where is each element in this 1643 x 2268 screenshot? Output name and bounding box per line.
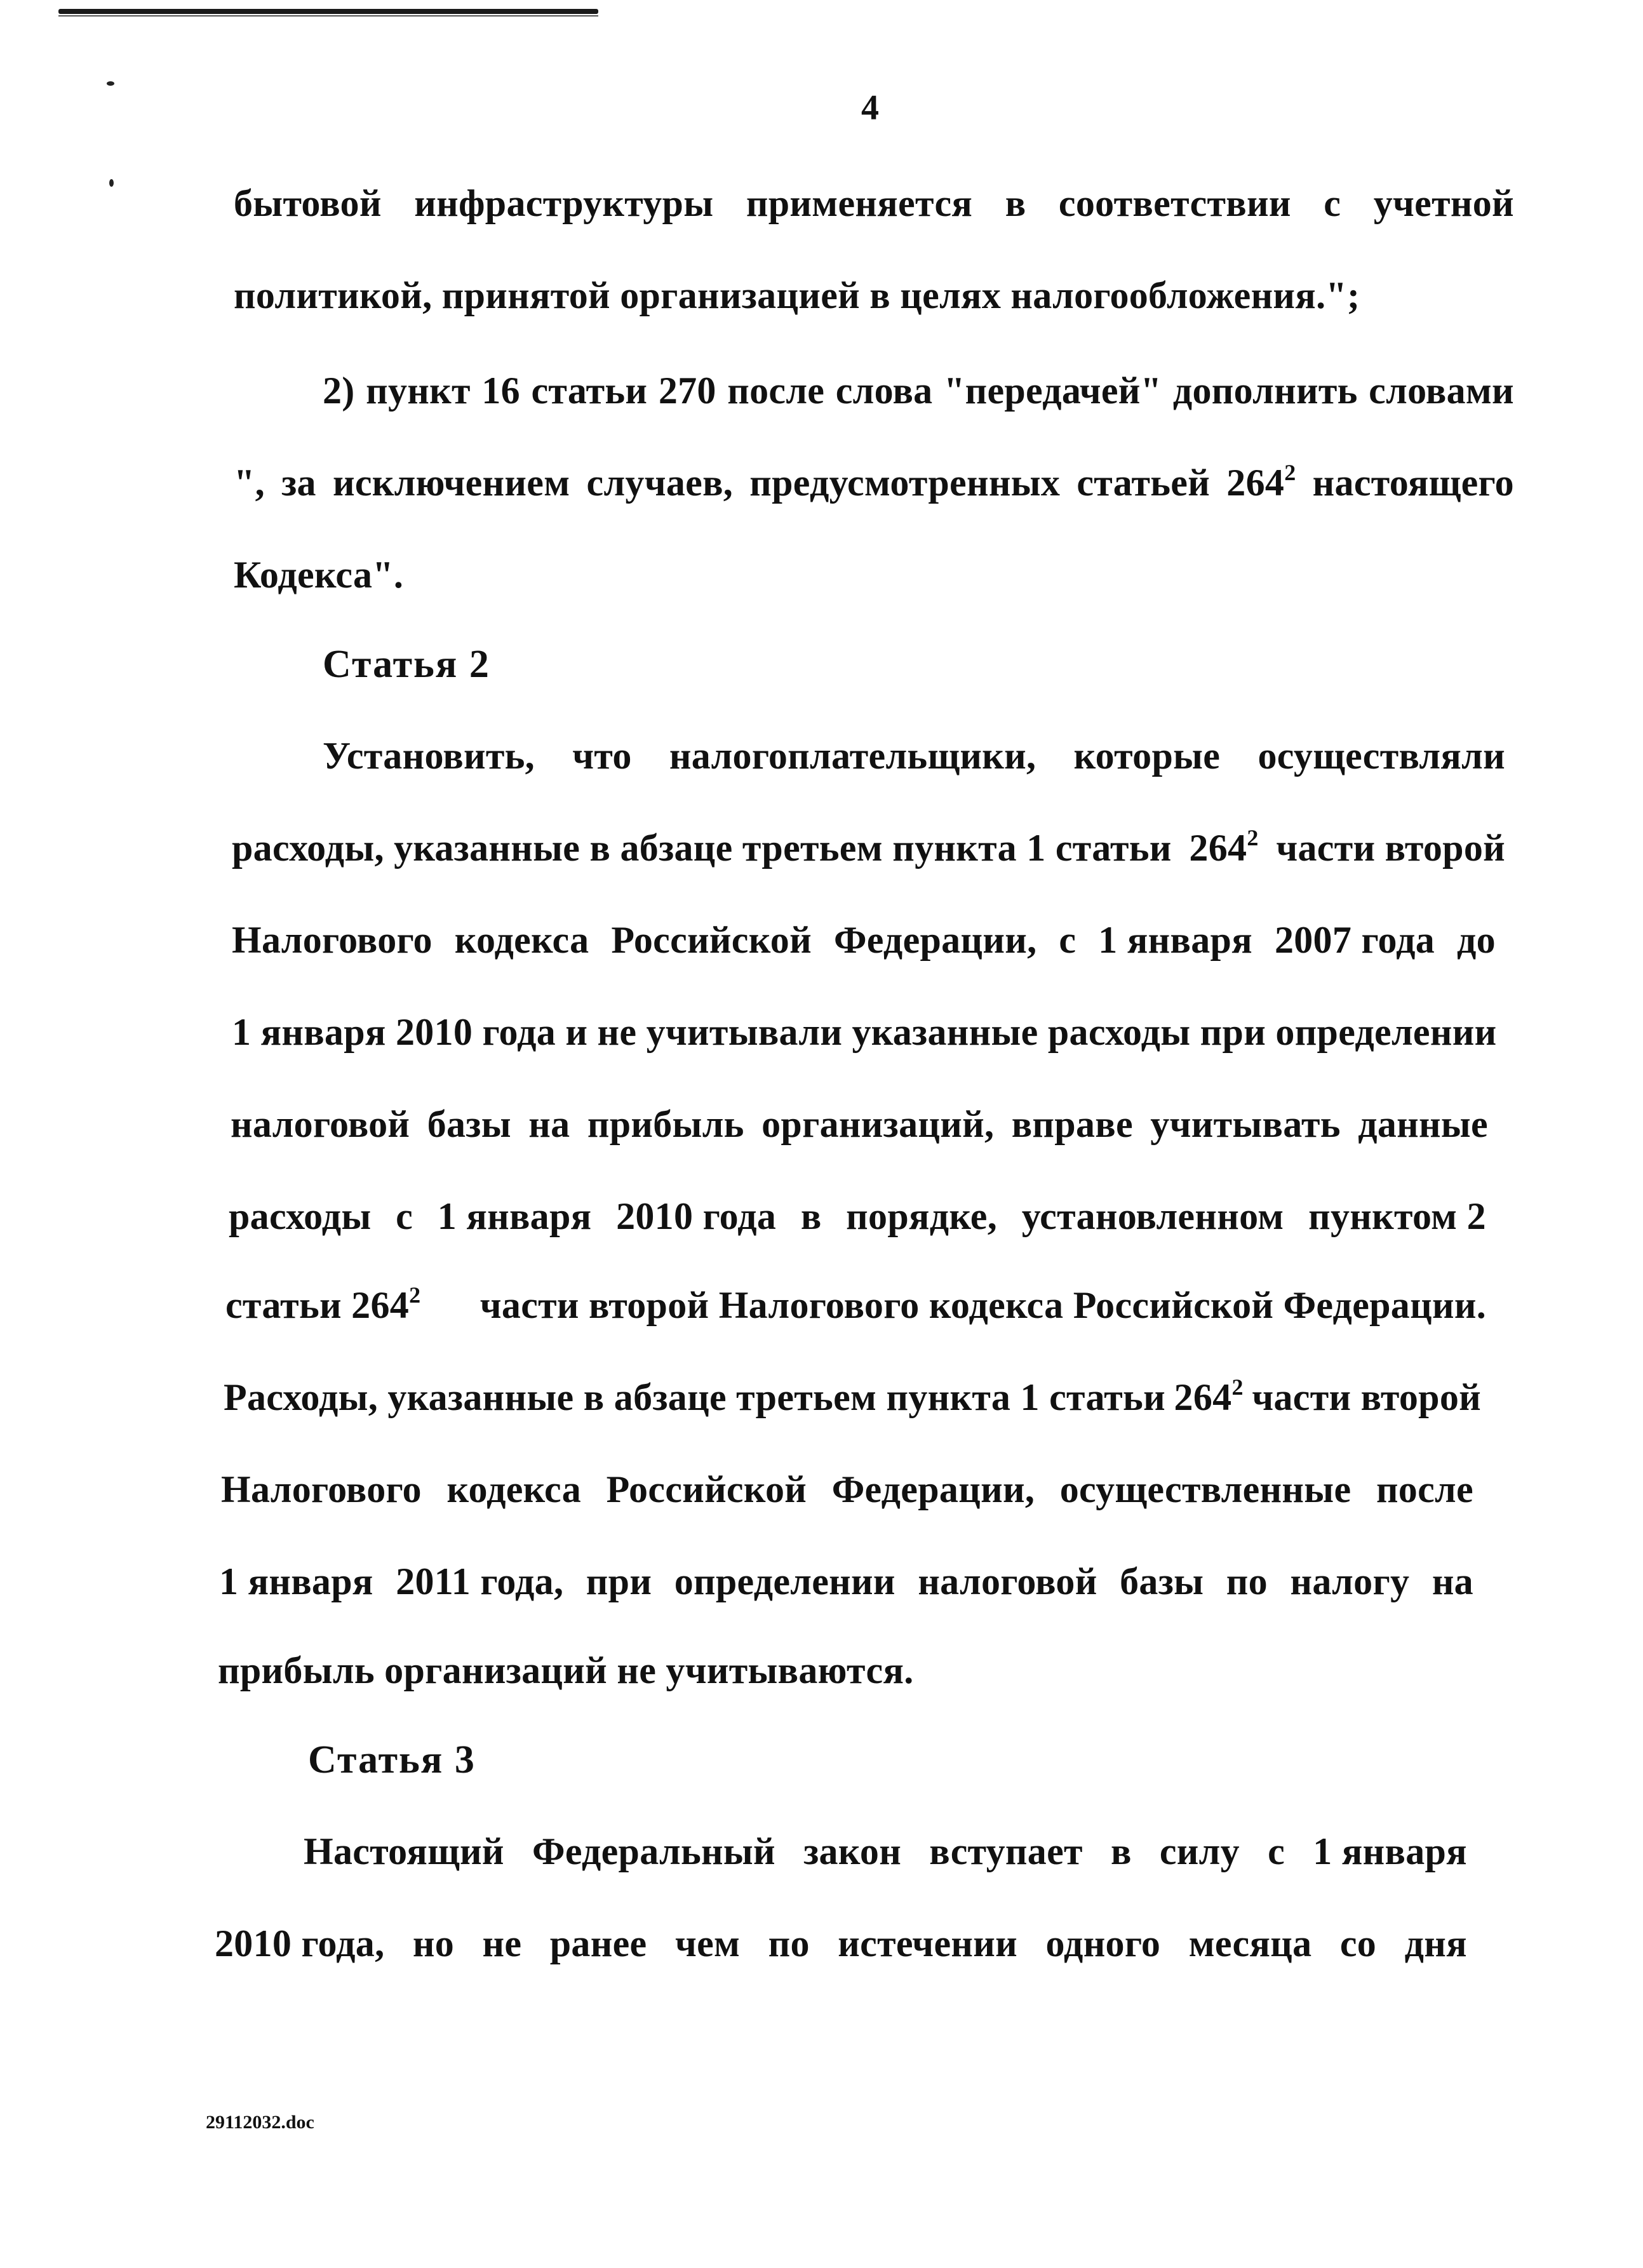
word: на	[528, 1103, 570, 1145]
word: за	[281, 462, 316, 504]
word: в	[800, 1195, 822, 1237]
words-line	[221, 1470, 1473, 1508]
superscript: 2	[1247, 825, 1259, 850]
scan-speck	[109, 179, 114, 187]
ref-number: 264	[1174, 1376, 1232, 1418]
word: Российской	[606, 1468, 807, 1510]
word: месяца	[1188, 1922, 1312, 1964]
words-line	[229, 1197, 1486, 1235]
word: исключением	[332, 462, 570, 504]
text-segment: части второй Налогового кодекса Российской Федерации.	[479, 1284, 1486, 1326]
word: одного	[1045, 1922, 1161, 1964]
words-line	[323, 372, 1514, 410]
word: налоговой	[918, 1560, 1097, 1602]
article-ref	[1189, 825, 1259, 869]
word: в	[1005, 182, 1026, 224]
words-line	[219, 1562, 1473, 1600]
superscript: 2	[1284, 460, 1296, 485]
word: со	[1339, 1922, 1377, 1964]
word: базы	[427, 1103, 511, 1145]
scan-speck	[107, 81, 114, 86]
words-line	[231, 1105, 1488, 1143]
word: 1 января	[219, 1560, 373, 1602]
word: 1 января	[1098, 919, 1252, 961]
text-line: 1 января 2010 года и не учитывали указанные расходы при определении	[232, 1011, 1497, 1053]
word: при	[586, 1560, 652, 1602]
word: 2)	[323, 370, 355, 412]
word: закон	[803, 1830, 902, 1872]
word: силу	[1159, 1830, 1240, 1872]
word: данные	[1358, 1103, 1488, 1145]
text-line: прибыль организаций не учитываются.	[218, 1649, 914, 1691]
superscript: 2	[409, 1282, 421, 1308]
words-line	[232, 921, 1496, 959]
word: дополнить	[1172, 370, 1358, 412]
text-line: политикой, принятой организацией в целях налогообложения.";	[234, 274, 1360, 316]
word: порядке,	[846, 1195, 998, 1237]
word: статьей	[1076, 462, 1210, 504]
ref-number: 264	[1189, 827, 1247, 869]
words-line	[215, 1924, 1467, 1963]
a2-line8	[224, 1374, 1481, 1418]
word: не	[482, 1922, 522, 1964]
article-ref	[1174, 1374, 1244, 1418]
word: Налогового	[221, 1468, 422, 1510]
word: Российской	[611, 919, 812, 961]
word: налогоплательщики,	[669, 735, 1036, 777]
words-line	[234, 184, 1514, 222]
word: соответствии	[1058, 182, 1291, 224]
word: но	[412, 1922, 455, 1964]
word: учитывать	[1150, 1103, 1341, 1145]
word: по	[1226, 1560, 1268, 1602]
article-ref	[1226, 460, 1296, 504]
word: статьи	[531, 370, 648, 412]
word: слова	[835, 370, 933, 412]
word: налогу	[1290, 1560, 1410, 1602]
word: словами	[1369, 370, 1514, 412]
word: что	[572, 735, 632, 777]
word: налоговой	[231, 1103, 410, 1145]
word: расходы	[229, 1195, 372, 1237]
word: учетной	[1373, 182, 1514, 224]
words-line	[304, 1832, 1467, 1870]
word: которые	[1073, 735, 1221, 777]
text-segment: части второй	[1252, 1376, 1481, 1418]
text-segment: части второй	[1276, 827, 1505, 869]
text-segment: статьи	[225, 1284, 342, 1326]
a2-line2	[232, 825, 1505, 869]
word: кодекса	[454, 919, 589, 961]
word: 2011 года,	[396, 1560, 564, 1602]
word: Федерации,	[831, 1468, 1035, 1510]
word: кодекса	[446, 1468, 582, 1510]
article-2-heading: Статья 2	[323, 643, 490, 686]
word: организаций,	[761, 1103, 995, 1145]
word: по	[768, 1922, 810, 1964]
scan-edge-mark	[58, 9, 598, 14]
word: 2007 года	[1274, 919, 1435, 961]
word: ",	[234, 462, 265, 504]
word: с	[1268, 1830, 1285, 1872]
word: осуществляли	[1257, 735, 1505, 777]
word: в	[1110, 1830, 1132, 1872]
words-line	[323, 737, 1505, 775]
ref-number: 264	[351, 1284, 410, 1326]
word: установленном	[1021, 1195, 1284, 1237]
ref-number: 264	[1226, 462, 1285, 504]
word: осуществленные	[1059, 1468, 1351, 1510]
word: дня	[1404, 1922, 1467, 1964]
a2-line7	[225, 1282, 1486, 1326]
word: прибыль	[587, 1103, 744, 1145]
word: настоящего	[1312, 462, 1514, 504]
word: до	[1457, 919, 1496, 961]
word: базы	[1120, 1560, 1204, 1602]
word: чем	[674, 1922, 741, 1964]
word: пунктом 2	[1308, 1195, 1486, 1237]
word: истечении	[838, 1922, 1017, 1964]
scan-edge-mark-thin	[58, 15, 598, 17]
word: 1 января	[437, 1195, 592, 1237]
word: 270	[658, 370, 716, 412]
word: вступает	[929, 1830, 1083, 1872]
text-segment: Расходы, указанные в абзаце третьем пункта 1 статьи	[224, 1376, 1165, 1418]
word: после	[727, 370, 825, 412]
word: случаев,	[586, 462, 734, 504]
item2-line2	[234, 460, 1514, 504]
word: пункт	[366, 370, 471, 412]
word: на	[1432, 1560, 1473, 1602]
word: с	[1324, 182, 1341, 224]
word: ранее	[549, 1922, 647, 1964]
article-3-heading: Статья 3	[308, 1738, 476, 1782]
article-ref	[225, 1282, 421, 1326]
word: применяется	[746, 182, 973, 224]
word: инфраструктуры	[414, 182, 714, 224]
word: после	[1376, 1468, 1473, 1510]
word: Установить,	[323, 735, 535, 777]
word: 1 января	[1313, 1830, 1467, 1872]
word: определении	[674, 1560, 895, 1602]
word: Федеральный	[532, 1830, 775, 1872]
word: бытовой	[234, 182, 382, 224]
word: Федерации,	[833, 919, 1037, 961]
word: "передачей"	[943, 370, 1162, 412]
word: предусмотренных	[749, 462, 1061, 504]
word: Настоящий	[304, 1830, 504, 1872]
word: 2010 года	[616, 1195, 777, 1237]
text-segment: расходы, указанные в абзаце третьем пункта 1 статьи	[232, 827, 1172, 869]
word: 16	[481, 370, 520, 412]
word: вправе	[1011, 1103, 1133, 1145]
page-number: 4	[861, 88, 879, 128]
word: с	[396, 1195, 413, 1237]
word: с	[1059, 919, 1076, 961]
word: Налогового	[232, 919, 433, 961]
superscript: 2	[1231, 1374, 1244, 1400]
footer-filename: 29112032.doc	[206, 2112, 314, 2133]
word: 2010 года,	[215, 1922, 385, 1964]
text-line: Кодекса".	[234, 554, 404, 596]
